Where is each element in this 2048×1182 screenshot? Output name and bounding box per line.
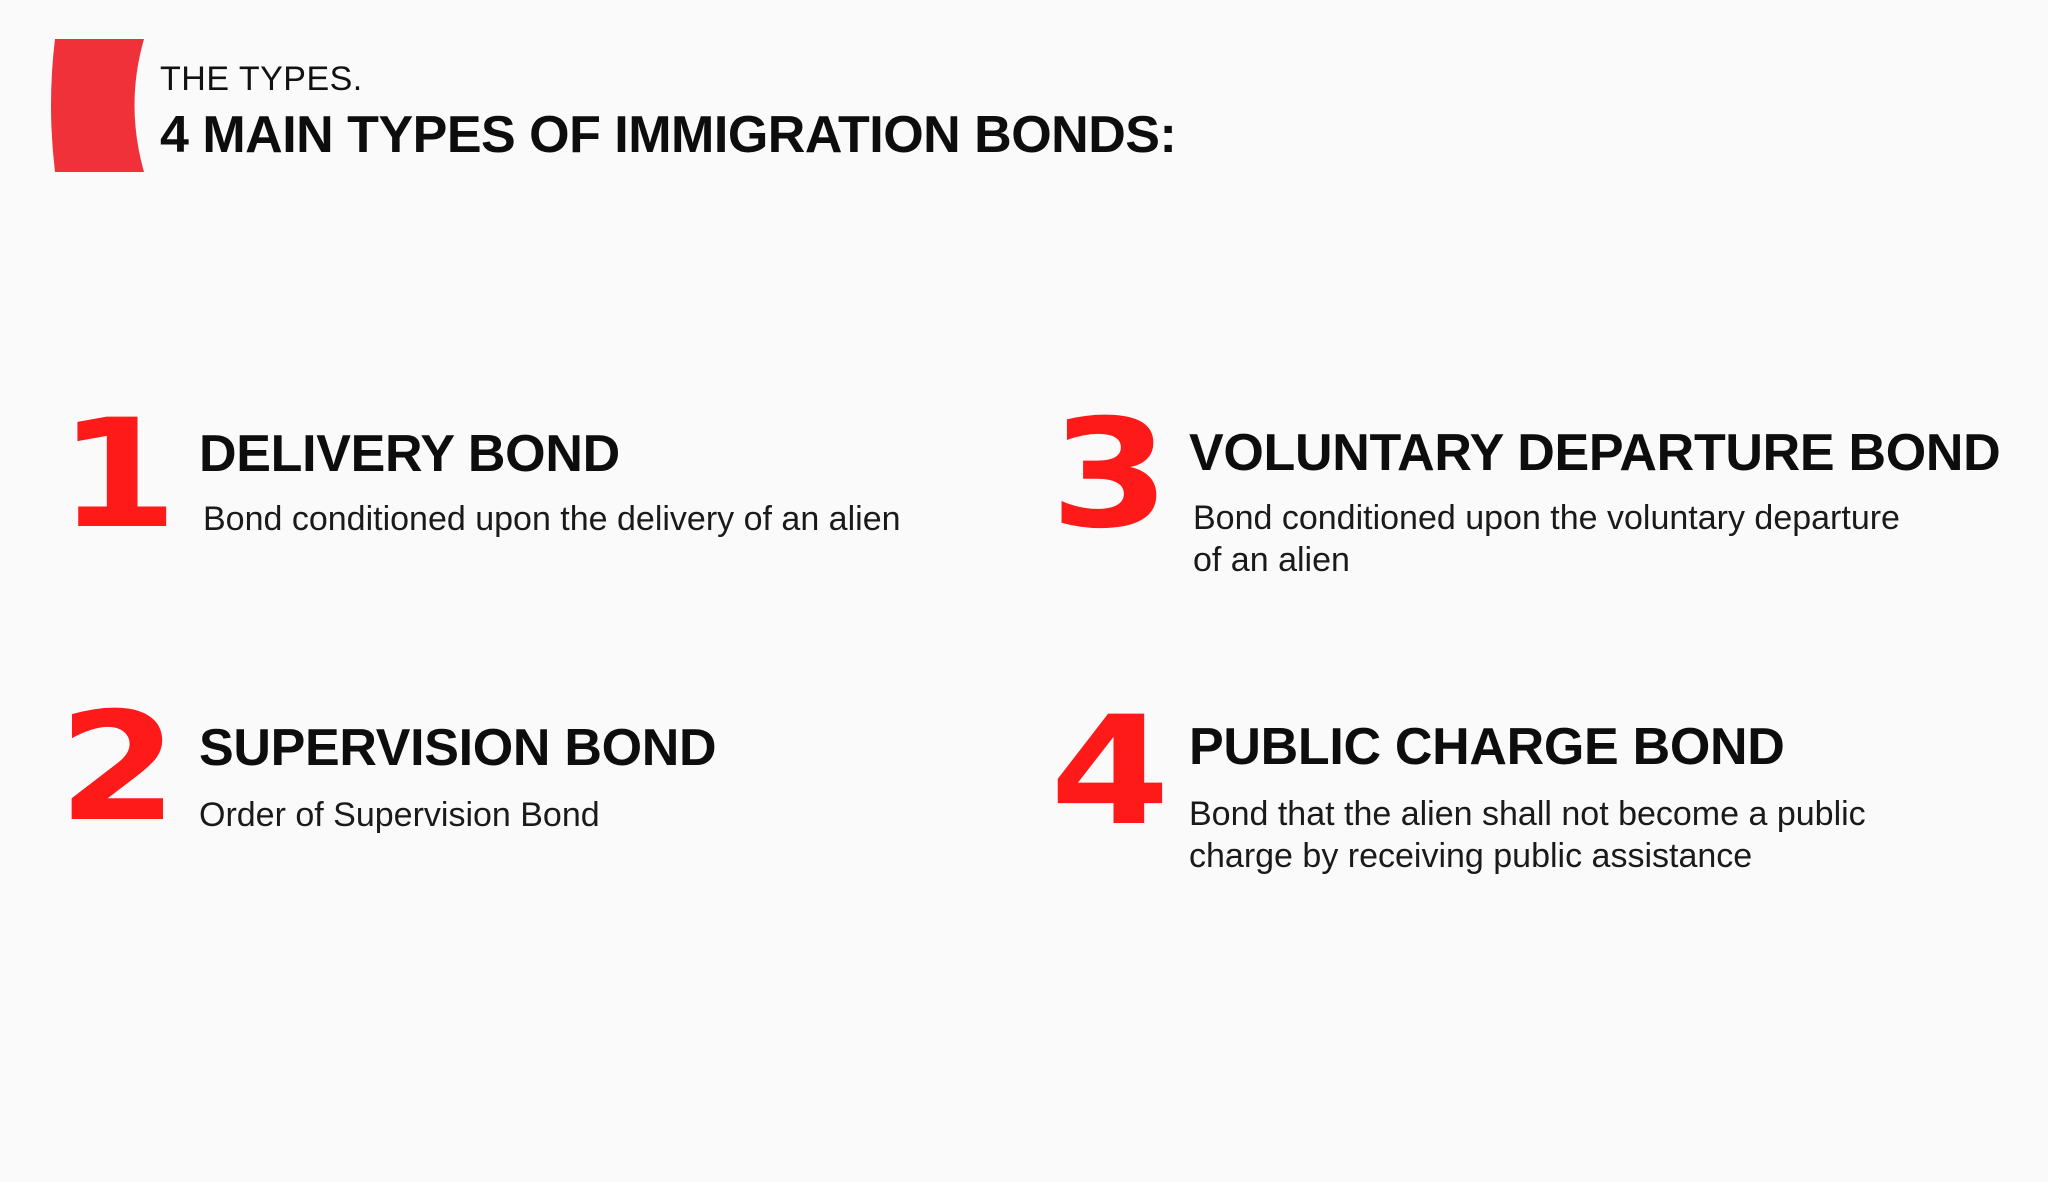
header-accent-tab: [47, 39, 144, 172]
bond-number-1: 1: [58, 388, 179, 562]
bond-number-3: 3: [1050, 388, 1171, 562]
bond-title: PUBLIC CHARGE BOND: [1189, 718, 1785, 776]
bond-title: VOLUNTARY DEPARTURE BOND: [1189, 424, 2001, 482]
bond-description: Bond conditioned upon the voluntary departure of an alien: [1193, 499, 1900, 579]
bond-description: Bond conditioned upon the delivery of an alien: [203, 500, 901, 538]
bond-number-2: 2: [58, 681, 179, 855]
bond-title: DELIVERY BOND: [199, 425, 620, 483]
page-title: 4 MAIN TYPES OF IMMIGRATION BONDS:: [160, 106, 1177, 164]
bond-description: Bond that the alien shall not become a public charge by receiving public assistance: [1189, 795, 1866, 875]
section-eyebrow: THE TYPES.: [160, 60, 363, 98]
bond-title: SUPERVISION BOND: [199, 719, 717, 777]
bond-number-4: 4: [1050, 685, 1171, 859]
bond-description: Order of Supervision Bond: [199, 796, 600, 834]
